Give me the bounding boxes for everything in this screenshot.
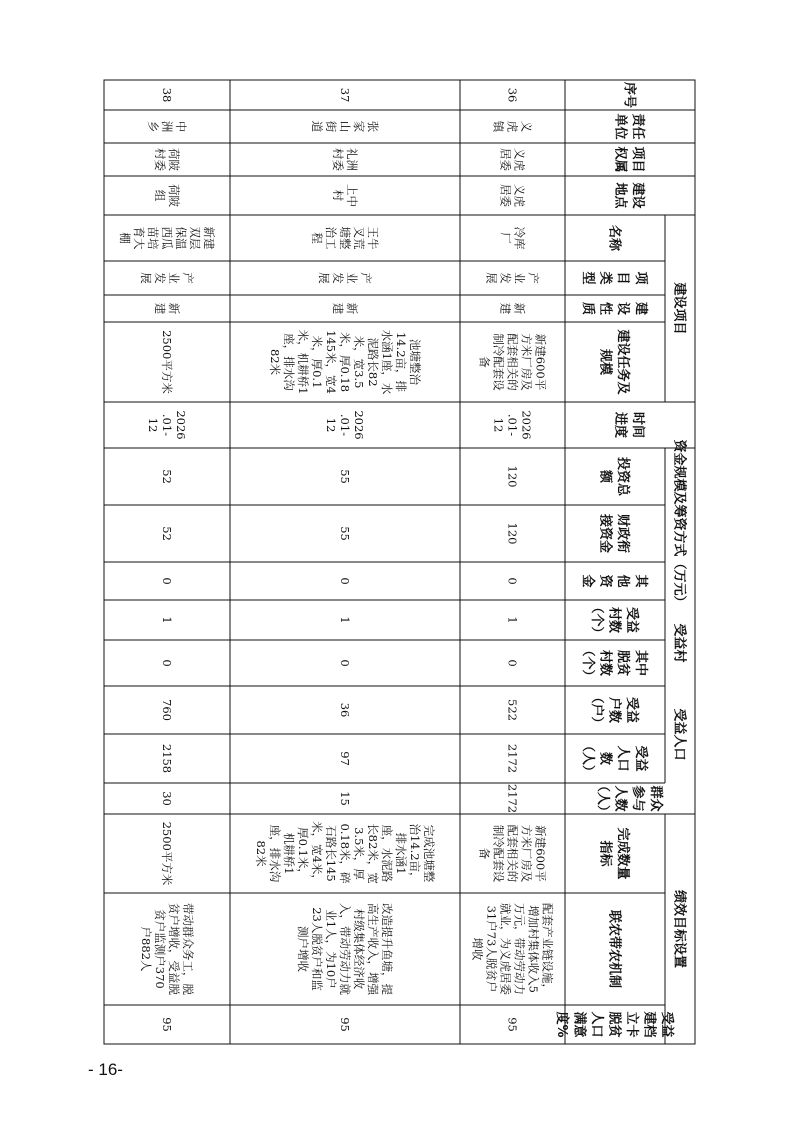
svg-text:1: 1 bbox=[159, 616, 174, 624]
svg-text:760: 760 bbox=[159, 699, 174, 721]
svg-text:受益人口: 受益人口 bbox=[671, 708, 687, 761]
header-location bbox=[613, 181, 647, 209]
row-37-seq bbox=[338, 88, 352, 103]
svg-text:120: 120 bbox=[505, 522, 520, 545]
svg-text:完成数量指标: 完成数量指标 bbox=[597, 827, 631, 880]
svg-text:36: 36 bbox=[337, 702, 352, 718]
svg-text:荷陂组: 荷陂组 bbox=[152, 184, 181, 207]
svg-text:投资总额: 投资总额 bbox=[597, 456, 631, 497]
svg-text:建设地点: 建设地点 bbox=[612, 182, 646, 209]
header-name bbox=[606, 225, 622, 252]
svg-text:中洲乡: 中洲乡 bbox=[145, 120, 188, 133]
svg-text:受益户数（户）: 受益户数（户） bbox=[588, 690, 639, 730]
row-36-unit bbox=[491, 121, 533, 134]
svg-text:义虎居委: 义虎居委 bbox=[498, 184, 527, 207]
svg-text:2026.01-12: 2026.01-12 bbox=[491, 410, 534, 440]
svg-text:池塘整治14.2亩，排水涵1座，水泥路长82米，宽3.5米，: 池塘整治14.2亩，排水涵1座，水泥路长82米，宽3.5米，厚0.18145米，宽4米，厚0.1米，机耕桥1座，排水沟82米 bbox=[267, 329, 422, 395]
svg-text:建设性质: 建设性质 bbox=[580, 301, 648, 316]
svg-text:2158: 2158 bbox=[159, 743, 174, 774]
svg-text:联农带农机制: 联农带农机制 bbox=[606, 909, 622, 989]
header-participants bbox=[595, 779, 664, 818]
row-38-mechanism bbox=[139, 903, 195, 995]
row-37-schedule bbox=[324, 410, 366, 439]
header-group-funds bbox=[671, 439, 687, 608]
svg-text:建设项目: 建设项目 bbox=[671, 282, 687, 335]
row-37-people bbox=[338, 751, 352, 766]
svg-text:带动群众务工，脱贫户增收，受益脱贫户监测户370户882人: 带动群众务工，脱贫户增收，受益脱贫户监测户370户882人 bbox=[138, 903, 195, 995]
row-36-poor-vil bbox=[505, 659, 519, 666]
svg-text:0: 0 bbox=[159, 577, 174, 585]
svg-text:新建600平方米厂房及配套相关的制冷配套设备: 新建600平方米厂房及配套相关的制冷配套设备 bbox=[477, 333, 548, 391]
table-grid bbox=[104, 80, 695, 1044]
row-38-other bbox=[160, 577, 174, 584]
svg-text:2172: 2172 bbox=[505, 783, 520, 814]
row-36-other bbox=[505, 577, 519, 584]
row-37-type bbox=[317, 272, 373, 284]
svg-text:群众参与人数（人）: 群众参与人数（人） bbox=[595, 778, 663, 819]
row-37-poor-vil bbox=[338, 659, 352, 666]
row-38-participants bbox=[160, 791, 174, 806]
row-38-fiscal bbox=[160, 526, 174, 541]
svg-text:产业发展: 产业发展 bbox=[316, 272, 373, 284]
svg-text:0: 0 bbox=[337, 659, 352, 667]
svg-text:1: 1 bbox=[337, 616, 352, 624]
row-37-households bbox=[338, 703, 352, 718]
row-38-type bbox=[139, 272, 195, 284]
header-total bbox=[598, 457, 632, 497]
svg-text:义虎镇: 义虎镇 bbox=[491, 120, 534, 133]
row-36-nature bbox=[498, 303, 526, 315]
row-37-other bbox=[338, 577, 352, 584]
svg-text:序号: 序号 bbox=[621, 81, 637, 109]
header-type bbox=[580, 271, 649, 285]
svg-text:改造提升鱼塘，提高生产收入，增强村级集体经济收入，带动劳动力: 改造提升鱼塘，提高生产收入，增强村级集体经济收入，带动劳动力就业1人，为10户23人脱贫户和监测户增收 bbox=[295, 903, 394, 995]
svg-text:2026.01-12: 2026.01-12 bbox=[145, 410, 188, 440]
svg-text:15: 15 bbox=[337, 791, 352, 806]
row-36-households bbox=[505, 699, 519, 721]
row-37-mechanism bbox=[296, 903, 394, 995]
header-satisfaction bbox=[554, 1010, 675, 1037]
row-37-location bbox=[331, 184, 359, 207]
header-group-performance bbox=[671, 890, 687, 968]
row-38-vil-count bbox=[160, 616, 174, 623]
svg-text:绩效目标设置: 绩效目标设置 bbox=[671, 889, 687, 969]
header-mechanism bbox=[606, 910, 622, 988]
header-group-project bbox=[671, 281, 687, 334]
row-36-people bbox=[505, 744, 519, 773]
row-37-name bbox=[310, 227, 380, 250]
svg-text:建设任务及规模: 建设任务及规模 bbox=[597, 329, 631, 395]
svg-text:财政衔接资金: 财政衔接资金 bbox=[597, 513, 631, 554]
row-38-indicator bbox=[160, 822, 174, 886]
svg-text:120: 120 bbox=[505, 465, 520, 488]
svg-text:新建双层保温西瓜苗培育大棚: 新建双层保温西瓜苗培育大棚 bbox=[117, 226, 216, 250]
svg-text:2172: 2172 bbox=[505, 743, 520, 774]
svg-text:0: 0 bbox=[337, 577, 352, 585]
svg-text:时间进度: 时间进度 bbox=[612, 411, 646, 439]
row-38-name bbox=[118, 227, 216, 250]
row-37-vil-count bbox=[338, 616, 352, 623]
row-38-owner bbox=[153, 148, 181, 171]
row-38-seq bbox=[160, 88, 174, 103]
svg-text:52: 52 bbox=[159, 526, 174, 541]
svg-text:522: 522 bbox=[505, 699, 520, 721]
header-indicator bbox=[598, 827, 632, 879]
svg-text:37: 37 bbox=[337, 87, 352, 103]
svg-text:项目类型: 项目类型 bbox=[580, 271, 648, 285]
svg-text:38: 38 bbox=[159, 87, 174, 103]
row-37-indicator bbox=[254, 821, 436, 886]
svg-text:52: 52 bbox=[159, 469, 174, 484]
row-37-nature bbox=[331, 303, 359, 315]
svg-text:冷库厂: 冷库厂 bbox=[498, 226, 527, 250]
svg-text:产业发展: 产业发展 bbox=[138, 272, 195, 284]
row-36-owner bbox=[498, 148, 526, 171]
row-38-total bbox=[160, 469, 174, 484]
row-38-nature bbox=[153, 303, 181, 315]
header-vil-count bbox=[589, 600, 640, 639]
row-36-participants bbox=[505, 784, 519, 813]
svg-text:2500平方米: 2500平方米 bbox=[159, 330, 174, 394]
row-36-type bbox=[484, 272, 540, 284]
row-37-total bbox=[338, 469, 352, 484]
svg-text:新建600平方米厂房及配套相关的制冷配套设备: 新建600平方米厂房及配套相关的制冷配套设备 bbox=[477, 824, 548, 883]
row-38-poor-vil bbox=[160, 659, 174, 666]
header-schedule bbox=[613, 412, 647, 438]
svg-text:礼洲村委: 礼洲村委 bbox=[330, 148, 359, 171]
header-people bbox=[580, 739, 649, 778]
page-number: - 16- bbox=[88, 1060, 123, 1079]
svg-text:其中脱贫村数（个）: 其中脱贫村数（个） bbox=[580, 643, 648, 683]
svg-text:责任单位: 责任单位 bbox=[612, 113, 646, 140]
row-36-location bbox=[498, 184, 526, 207]
svg-text:上中村: 上中村 bbox=[330, 184, 359, 207]
svg-text:资金规模及筹资方式（万元）: 资金规模及筹资方式（万元） bbox=[671, 439, 687, 609]
svg-text:产业发展: 产业发展 bbox=[484, 272, 541, 284]
svg-text:项目权属: 项目权属 bbox=[612, 146, 646, 173]
svg-text:新建: 新建 bbox=[152, 302, 181, 315]
row-37-scale bbox=[268, 330, 422, 395]
svg-text:30: 30 bbox=[159, 791, 174, 806]
row-37-owner bbox=[331, 148, 359, 171]
svg-text:受益人口数（人）: 受益人口数（人） bbox=[580, 738, 648, 779]
row-36-satisfaction bbox=[505, 1017, 519, 1032]
header-scale bbox=[598, 328, 632, 395]
svg-text:95: 95 bbox=[505, 1017, 520, 1032]
svg-text:1: 1 bbox=[505, 616, 520, 624]
row-38-unit bbox=[146, 121, 188, 133]
svg-text:受益建档立卡脱贫人口满意度%: 受益建档立卡脱贫人口满意度% bbox=[553, 1011, 675, 1038]
row-38-satisfaction bbox=[160, 1017, 174, 1032]
header-nature bbox=[580, 301, 649, 315]
row-36-schedule bbox=[491, 410, 533, 439]
svg-text:受益村: 受益村 bbox=[671, 623, 687, 663]
svg-text:张家山街道: 张家山街道 bbox=[309, 120, 380, 133]
svg-text:36: 36 bbox=[505, 87, 520, 103]
row-36-scale bbox=[477, 333, 547, 391]
header-poor-vil bbox=[580, 643, 649, 682]
svg-text:97: 97 bbox=[337, 751, 352, 766]
row-36-vil-count bbox=[505, 616, 519, 623]
svg-text:其他资金: 其他资金 bbox=[580, 574, 648, 588]
row-36-seq bbox=[505, 88, 519, 103]
svg-text:义虎居委: 义虎居委 bbox=[498, 148, 527, 171]
svg-text:王牛叉荒塘整治工程: 王牛叉荒塘整治工程 bbox=[309, 226, 380, 250]
row-38-people bbox=[160, 744, 174, 773]
row-38-households bbox=[160, 699, 174, 721]
svg-text:荷陂村委: 荷陂村委 bbox=[152, 148, 181, 171]
row-36-indicator bbox=[477, 825, 547, 883]
header-other bbox=[580, 574, 649, 588]
svg-text:完成池塘整治14.2亩，排水涵1座，水泥路长82米，宽3.5: 完成池塘整治14.2亩，排水涵1座，水泥路长82米，宽3.5米，厚0.18米，碎石路长145米，宽4米，厚0.1米，机耕桥1座，排水沟82米 bbox=[253, 821, 436, 886]
header-unit bbox=[613, 113, 647, 139]
svg-text:95: 95 bbox=[337, 1017, 352, 1032]
svg-text:配套产业链设施，增加村集体收入5万元，带动劳动力就业，为义虎: 配套产业链设施，增加村集体收入5万元，带动劳动力就业，为义虎居委31户73人脱贫户增收 bbox=[470, 903, 555, 995]
row-36-total bbox=[505, 466, 519, 488]
svg-text:0: 0 bbox=[159, 659, 174, 667]
svg-text:新建: 新建 bbox=[498, 302, 527, 315]
svg-text:0: 0 bbox=[505, 659, 520, 667]
svg-text:名称: 名称 bbox=[606, 224, 622, 252]
svg-text:0: 0 bbox=[505, 577, 520, 585]
row-36-fiscal bbox=[505, 523, 519, 545]
header-group-villages bbox=[671, 623, 687, 662]
row-38-scale bbox=[160, 330, 174, 394]
row-38-location bbox=[153, 184, 181, 207]
svg-text:55: 55 bbox=[337, 526, 352, 541]
row-38-schedule bbox=[146, 410, 188, 439]
svg-text:受益村数（个）: 受益村数（个） bbox=[588, 600, 639, 640]
svg-text:2026.01-12: 2026.01-12 bbox=[323, 410, 366, 440]
svg-text:55: 55 bbox=[337, 469, 352, 484]
header-households bbox=[589, 690, 640, 729]
row-37-unit bbox=[310, 121, 380, 133]
svg-text:新建: 新建 bbox=[330, 302, 359, 315]
svg-text:2500平方米: 2500平方米 bbox=[159, 821, 174, 886]
row-36-name bbox=[498, 227, 526, 250]
row-36-mechanism bbox=[470, 903, 554, 995]
row-37-satisfaction bbox=[338, 1017, 352, 1032]
row-37-fiscal bbox=[338, 526, 352, 541]
table-cells bbox=[118, 82, 687, 1038]
header-seq bbox=[621, 82, 637, 108]
header-group-population bbox=[671, 708, 687, 760]
header-fiscal bbox=[598, 513, 632, 553]
header-owner bbox=[613, 146, 647, 172]
svg-text:95: 95 bbox=[159, 1017, 174, 1032]
row-37-participants bbox=[338, 791, 352, 806]
